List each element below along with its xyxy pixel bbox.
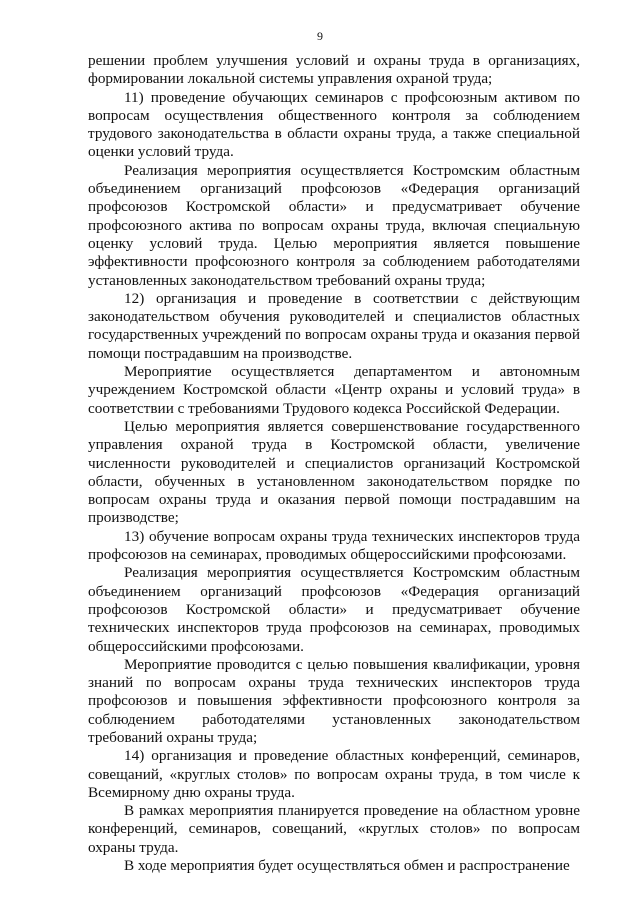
paragraph-item-13-description: Реализация мероприятия осуществляется Костромским областным объединением организаций профсоюзов «Федерация организаций профсоюзов Костромской области» и предусматривает обучение технических инспекторов труда профсоюзов на семинарах, проводимых общероссийскими профсоюзами. (88, 564, 580, 655)
paragraph-item-12-executor: Мероприятие осуществляется департаментом и автономным учреждением Костромской области «Центр охраны и условий труда» в соответствии с требованиями Трудового кодекса Российской Федерации. (88, 363, 580, 417)
paragraph-continuation: решении проблем улучшения условий и охраны труда в организациях, формировании локальной системы управления охраной труда; (88, 52, 580, 88)
paragraph-item-12: 12) организация и проведение в соответствии с действующим законодательством обучения руководителей и специалистов областных государственных учреждений по вопросам охраны труда и оказания первой помощи пострадавшим на производстве. (88, 289, 580, 362)
paragraph-item-12-goal: Целью мероприятия является совершенствование государственного управления охраной труда в Костромской области, увеличение численности руководителей и специалистов организаций Костромской области, обученных в установленном законодательством порядке по вопросам охраны труда и оказания первой помощи пострадавшим на производстве; (88, 417, 580, 527)
page-number: 9 (317, 29, 323, 43)
paragraph-item-13-goal: Мероприятие проводится с целью повышения квалификации, уровня знаний по вопросам охраны труда технических инспекторов труда профсоюзов и повышения эффективности профсоюзного контроля за соблюдением работодателями установленных законодательством требований охраны труда; (88, 655, 580, 746)
paragraph-item-14-exchange: В ходе мероприятия будет осуществляться обмен и распространение (124, 857, 570, 875)
paragraph-item-14-description: В рамках мероприятия планируется проведение на областном уровне конференций, семинаров, совещаний, «круглых столов» по вопросам охраны труда. (88, 802, 580, 856)
document-body (88, 52, 580, 875)
paragraph-item-14: 14) организация и проведение областных конференций, семинаров, совещаний, «круглых столов» по вопросам охраны труда, в том числе к Всемирному дню охраны труда. (88, 747, 580, 801)
paragraph-item-11: 11) проведение обучающих семинаров с профсоюзным активом по вопросам осуществления общественного контроля за соблюдением трудового законодательства в области охраны труда, а также специальной оценки условий труда. (88, 88, 580, 161)
paragraph-item-13: 13) обучение вопросам охраны труда технических инспекторов труда профсоюзов на семинарах, проводимых общероссийскими профсоюзами. (88, 527, 580, 564)
paragraph-item-11-description: Реализация мероприятия осуществляется Костромским областным объединением организаций профсоюзов «Федерация организаций профсоюзов Костромской области» и предусматривает обучение профсоюзного актива по вопросам охраны труда, включая специальную оценку условий труда. Целью мероприятия является повышение эффективности профсоюзного контроля за соблюдением работодателями установленных законодательством требований охраны труда; (88, 161, 580, 289)
